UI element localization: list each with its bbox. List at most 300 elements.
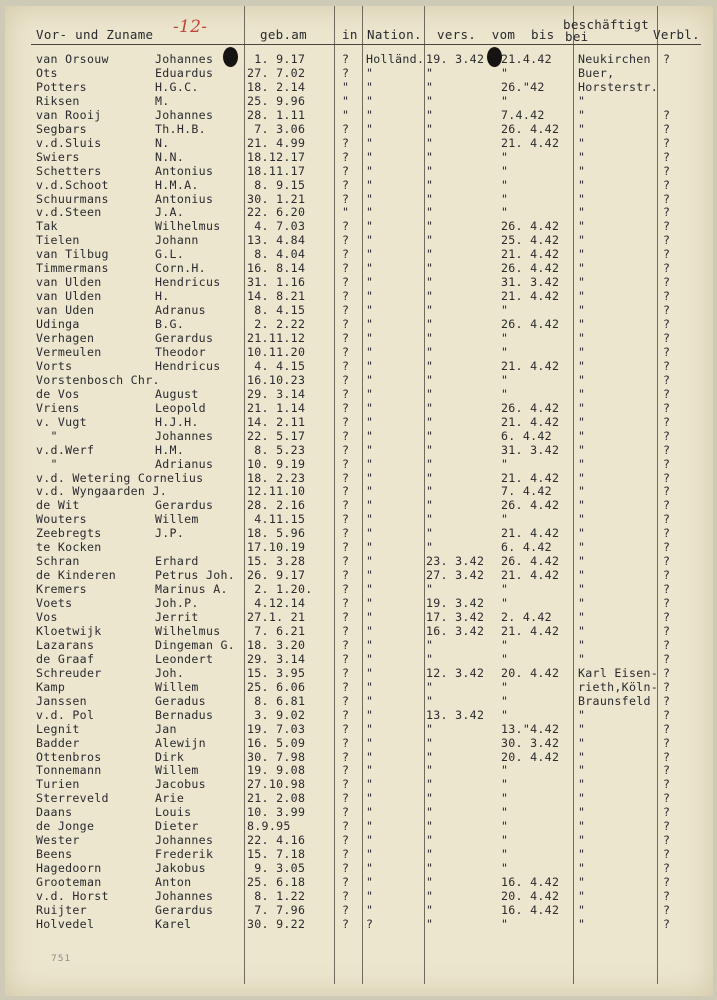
first-name: H.G.C.: [155, 79, 199, 94]
first-name: Antonius: [155, 163, 214, 178]
in-mark: ?: [342, 568, 350, 583]
first-name: Willem: [155, 763, 199, 778]
remained: ?: [663, 191, 671, 206]
birth-date: 18.11.17: [247, 163, 306, 178]
employer: ": [578, 400, 586, 415]
surname: Potters: [36, 79, 87, 94]
surname: Schetters: [36, 163, 102, 178]
first-name: Theodor: [155, 344, 206, 359]
surname: Timmermans: [36, 261, 109, 276]
until-date: 7.4.42: [501, 107, 545, 122]
first-name: Leondert: [155, 651, 214, 666]
sent-from: ": [426, 763, 434, 778]
remained: ?: [663, 861, 671, 876]
sent-from: ": [426, 777, 434, 792]
remained: ?: [663, 344, 671, 359]
first-name: H.J.H.: [155, 414, 199, 429]
in-mark: ?: [342, 163, 350, 178]
until-date: ": [501, 637, 509, 652]
sent-from: ": [426, 93, 434, 108]
sent-from: ": [426, 805, 434, 820]
employer: ": [578, 902, 586, 917]
in-mark: ?: [342, 428, 350, 443]
first-name: Louis: [155, 805, 192, 820]
nationality: ": [366, 484, 374, 499]
birth-date: 2. 2.22: [247, 317, 306, 332]
until-date: 26. 4.42: [501, 219, 560, 234]
birth-date: 19. 7.03: [247, 721, 306, 736]
employer: ": [578, 526, 586, 541]
remained: ?: [663, 289, 671, 304]
in-mark: ?: [342, 512, 350, 527]
in-mark: ?: [342, 442, 350, 457]
birth-date: 27.10.98: [247, 777, 306, 792]
until-date: 26. 4.42: [501, 317, 560, 332]
sent-from: ": [426, 484, 434, 499]
remained: ?: [663, 317, 671, 332]
surname: v.d. Wyngaarden J.: [36, 484, 168, 499]
remained: ?: [663, 400, 671, 415]
employer: ": [578, 289, 586, 304]
nationality: ?: [366, 916, 374, 931]
surname: van Rooij: [36, 107, 102, 122]
remained: ?: [663, 219, 671, 234]
surname: van Ulden: [36, 275, 102, 290]
until-date: ": [501, 456, 509, 471]
until-date: 26. 4.42: [501, 554, 560, 569]
in-mark: ?: [342, 540, 350, 555]
first-name: Corn.H.: [155, 261, 206, 276]
employer: ": [578, 861, 586, 876]
surname: Wester: [36, 833, 80, 848]
surname: Schran: [36, 554, 80, 569]
employer: Horsterstr.: [578, 79, 659, 94]
first-name: Bernadus: [155, 707, 214, 722]
sent-from: ": [426, 749, 434, 764]
birth-date: 26. 9.17: [247, 568, 306, 583]
nationality: ": [366, 637, 374, 652]
birth-date: 14. 8.21: [247, 289, 306, 304]
sent-from: ": [426, 889, 434, 903]
sent-from: ": [426, 679, 434, 694]
first-name: Dirk: [155, 749, 185, 764]
first-name: Johannes: [155, 833, 214, 848]
remained: ?: [663, 526, 671, 541]
nationality: ": [366, 512, 374, 527]
nationality: ": [366, 414, 374, 429]
nationality: ": [366, 847, 374, 862]
first-name: Johannes: [155, 52, 214, 66]
nationality: ": [366, 805, 374, 820]
employer: ": [578, 916, 586, 931]
birth-date: 22. 6.20: [247, 205, 306, 220]
nationality: ": [366, 707, 374, 722]
nationality: ": [366, 344, 374, 359]
employer: ": [578, 93, 586, 108]
first-name: Arie: [155, 791, 185, 806]
employer: ": [578, 303, 586, 318]
surname: ": [36, 428, 58, 443]
column-divider: [657, 6, 658, 984]
in-mark: ?: [342, 777, 350, 792]
nationality: ": [366, 456, 374, 471]
birth-date: 19. 9.08: [247, 763, 306, 778]
nationality: ": [366, 66, 374, 80]
until-date: 7. 4.42: [501, 484, 552, 499]
nationality: ": [366, 317, 374, 332]
until-date: ": [501, 149, 509, 164]
until-date: ": [501, 582, 509, 597]
employer: Braunsfeld: [578, 693, 651, 708]
in-mark: ": [342, 205, 350, 220]
surname: v.d. Pol: [36, 707, 95, 722]
nationality: ": [366, 889, 374, 903]
in-mark: ?: [342, 344, 350, 359]
until-date: ": [501, 205, 509, 220]
surname: v.d.Werf: [36, 442, 95, 457]
remained: ?: [663, 52, 671, 66]
nationality: ": [366, 358, 374, 373]
surname: Vorts: [36, 358, 73, 373]
nationality: ": [366, 205, 374, 220]
sent-from: ": [426, 149, 434, 164]
document-page: [5, 6, 713, 996]
surname: Wouters: [36, 512, 87, 527]
birth-date: 14. 2.11: [247, 414, 306, 429]
in-mark: ?: [342, 526, 350, 541]
sent-from: ": [426, 791, 434, 806]
birth-date: 30. 9.22: [247, 916, 306, 931]
first-name: Anton: [155, 875, 192, 889]
in-mark: ?: [342, 219, 350, 234]
in-mark: ?: [342, 791, 350, 806]
in-mark: ?: [342, 833, 350, 848]
pencil-note: 751: [51, 954, 72, 964]
remained: ?: [663, 637, 671, 652]
header-remained: Verbl.: [653, 27, 700, 42]
header-name: Vor- und Zuname: [36, 27, 154, 42]
surname: de Kinderen: [36, 568, 117, 583]
until-date: 31. 3.42: [501, 275, 560, 290]
birth-date: 27. 7.02: [247, 66, 306, 80]
surname: Beens: [36, 847, 73, 862]
remained: ?: [663, 777, 671, 792]
sent-from: ": [426, 331, 434, 345]
until-date: ": [501, 861, 509, 876]
nationality: ": [366, 763, 374, 778]
first-name: H.M.: [155, 442, 185, 457]
remained: ?: [663, 163, 671, 178]
sent-from: ": [426, 107, 434, 122]
in-mark: ?: [342, 470, 350, 485]
employer: ": [578, 233, 586, 248]
surname: Schreuder: [36, 665, 102, 680]
until-date: ": [501, 372, 509, 387]
until-date: 6. 4.42: [501, 540, 552, 555]
sent-from: ": [426, 135, 434, 150]
surname: Zeebregts: [36, 526, 102, 541]
remained: ?: [663, 386, 671, 401]
sent-from: ": [426, 414, 434, 429]
birth-date: 16. 5.09: [247, 735, 306, 750]
until-date: ": [501, 191, 509, 206]
in-mark: ?: [342, 861, 350, 876]
employer: ": [578, 219, 586, 234]
sent-from: ": [426, 470, 434, 485]
until-date: ": [501, 916, 509, 931]
surname: van Ulden: [36, 289, 102, 304]
sent-from: ": [426, 219, 434, 234]
employer: ": [578, 121, 586, 136]
sent-from: ": [426, 902, 434, 917]
until-date: ": [501, 331, 509, 345]
remained: ?: [663, 303, 671, 318]
column-divider: [362, 6, 363, 984]
employer: ": [578, 470, 586, 485]
until-date: ": [501, 833, 509, 848]
birth-date: 27.1. 21: [247, 610, 306, 624]
first-name: Antonius: [155, 191, 214, 206]
remained: ?: [663, 749, 671, 764]
birth-date: 10.11.20: [247, 344, 306, 359]
until-date: ": [501, 651, 509, 666]
employer: Buer,: [578, 66, 615, 80]
in-mark: ?: [342, 191, 350, 206]
in-mark: ?: [342, 554, 350, 569]
surname: Badder: [36, 735, 80, 750]
employer: ": [578, 149, 586, 164]
in-mark: ?: [342, 916, 350, 931]
birth-date: 28. 2.16: [247, 498, 306, 513]
punch-hole: [223, 47, 238, 67]
nationality: ": [366, 428, 374, 443]
sent-from: ": [426, 275, 434, 290]
nationality: ": [366, 261, 374, 276]
surname: de Graaf: [36, 651, 95, 666]
remained: ?: [663, 596, 671, 610]
birth-date: 18. 3.20: [247, 637, 306, 652]
employer: ": [578, 735, 586, 750]
in-mark: ?: [342, 400, 350, 415]
sent-from: ": [426, 191, 434, 206]
birth-date: 10. 3.99: [247, 805, 306, 820]
nationality: ": [366, 247, 374, 262]
until-date: ": [501, 177, 509, 192]
remained: ?: [663, 233, 671, 248]
birth-date: 22. 4.16: [247, 833, 306, 848]
sent-from: ": [426, 456, 434, 471]
first-name: Leopold: [155, 400, 206, 415]
nationality: ": [366, 875, 374, 889]
remained: ?: [663, 610, 671, 624]
employer: ": [578, 498, 586, 513]
sent-from: ": [426, 540, 434, 555]
until-date: 16. 4.42: [501, 875, 560, 889]
until-date: ": [501, 693, 509, 708]
birth-date: 29. 3.14: [247, 651, 306, 666]
in-mark: ?: [342, 456, 350, 471]
in-mark: ?: [342, 135, 350, 150]
employer: ": [578, 344, 586, 359]
until-date: 26. 4.42: [501, 261, 560, 276]
sent-from: ": [426, 875, 434, 889]
surname: Holvedel: [36, 916, 95, 931]
first-name: Gerardus: [155, 331, 214, 345]
nationality: ": [366, 735, 374, 750]
birth-date: 8. 6.81: [247, 693, 306, 708]
until-date: 26. 4.42: [501, 498, 560, 513]
employer: ": [578, 707, 586, 722]
surname: Vorstenbosch Chr.: [36, 372, 160, 387]
in-mark: ?: [342, 805, 350, 820]
until-date: 30. 3.42: [501, 735, 560, 750]
sent-from: ": [426, 205, 434, 220]
in-mark: ?: [342, 233, 350, 248]
nationality: ": [366, 233, 374, 248]
remained: ?: [663, 275, 671, 290]
birth-date: 16. 8.14: [247, 261, 306, 276]
until-date: 21. 4.42: [501, 526, 560, 541]
employer: ": [578, 442, 586, 457]
sent-from: 12. 3.42: [426, 665, 485, 680]
first-name: J.A.: [155, 205, 185, 220]
remained: ?: [663, 540, 671, 555]
in-mark: ?: [342, 679, 350, 694]
birth-date: 8. 9.15: [247, 177, 306, 192]
until-date: 21. 4.42: [501, 568, 560, 583]
first-name: G.L.: [155, 247, 185, 262]
remained: ?: [663, 833, 671, 848]
first-name: Gerardus: [155, 498, 214, 513]
until-date: ": [501, 93, 509, 108]
sent-from: ": [426, 247, 434, 262]
until-date: 20. 4.42: [501, 889, 560, 903]
remained: ?: [663, 261, 671, 276]
employer: ": [578, 177, 586, 192]
first-name: Willem: [155, 512, 199, 527]
sent-from: ": [426, 735, 434, 750]
first-name: Johannes: [155, 428, 214, 443]
remained: ?: [663, 456, 671, 471]
surname: v.d. Wetering Cornelius: [36, 470, 204, 485]
in-mark: ?: [342, 303, 350, 318]
employer: ": [578, 791, 586, 806]
header-rule: [31, 44, 701, 45]
employer: ": [578, 623, 586, 638]
first-name: Erhard: [155, 554, 199, 569]
birth-date: 18. 2.14: [247, 79, 306, 94]
until-date: 20. 4.42: [501, 665, 560, 680]
remained: ?: [663, 679, 671, 694]
header-birth: geb.am: [260, 27, 307, 42]
employer: ": [578, 540, 586, 555]
until-date: 21. 4.42: [501, 135, 560, 150]
in-mark: ?: [342, 596, 350, 610]
birth-date: 25. 6.18: [247, 875, 306, 889]
birth-date: 28. 1.11: [247, 107, 306, 122]
until-date: ": [501, 163, 509, 178]
in-mark: ?: [342, 358, 350, 373]
birth-date: 30. 7.98: [247, 749, 306, 764]
punch-hole: [487, 47, 502, 67]
sent-from: 23. 3.42: [426, 554, 485, 569]
first-name: Gerardus: [155, 902, 214, 917]
employer: ": [578, 372, 586, 387]
birth-date: 1. 9.17: [247, 52, 306, 66]
remained: ?: [663, 847, 671, 862]
in-mark: ?: [342, 177, 350, 192]
birth-date: 16.10.23: [247, 372, 306, 387]
sent-from: 16. 3.42: [426, 623, 485, 638]
in-mark: ?: [342, 693, 350, 708]
in-mark: ": [342, 107, 350, 122]
birth-date: 21. 4.99: [247, 135, 306, 150]
in-mark: ?: [342, 484, 350, 499]
birth-date: 21.11.12: [247, 331, 306, 345]
first-name: Johann: [155, 233, 199, 248]
first-name: Hendricus: [155, 275, 221, 290]
in-mark: ?: [342, 763, 350, 778]
surname: Vriens: [36, 400, 80, 415]
in-mark: ": [342, 93, 350, 108]
sheet-number: -12-: [173, 17, 208, 37]
sent-from: ": [426, 526, 434, 541]
remained: ?: [663, 205, 671, 220]
surname: Vos: [36, 610, 58, 624]
employer: ": [578, 247, 586, 262]
first-name: Adranus: [155, 303, 206, 318]
nationality: ": [366, 372, 374, 387]
first-name: Alewijn: [155, 735, 206, 750]
employer: ": [578, 191, 586, 206]
first-name: N.: [155, 135, 170, 150]
birth-date: 15. 3.28: [247, 554, 306, 569]
remained: ?: [663, 414, 671, 429]
remained: ?: [663, 819, 671, 834]
surname: de Vos: [36, 386, 80, 401]
until-date: ": [501, 819, 509, 834]
first-name: Joh.: [155, 665, 185, 680]
header-until: bis: [531, 27, 555, 42]
employer: ": [578, 568, 586, 583]
sent-from: ": [426, 79, 434, 94]
column-divider: [244, 6, 245, 984]
surname: Udinga: [36, 317, 80, 332]
remained: ?: [663, 331, 671, 345]
first-name: August: [155, 386, 199, 401]
nationality: ": [366, 191, 374, 206]
in-mark: ?: [342, 247, 350, 262]
employer: ": [578, 721, 586, 736]
until-date: 21. 4.42: [501, 623, 560, 638]
in-mark: ?: [342, 149, 350, 164]
nationality: ": [366, 303, 374, 318]
until-date: ": [501, 791, 509, 806]
first-name: Geradus: [155, 693, 206, 708]
surname: v. Vugt: [36, 414, 87, 429]
employer: ": [578, 875, 586, 889]
nationality: ": [366, 610, 374, 624]
nationality: ": [366, 568, 374, 583]
in-mark: ?: [342, 902, 350, 917]
sent-from: ": [426, 372, 434, 387]
first-name: Petrus Joh.: [155, 568, 236, 583]
until-date: ": [501, 847, 509, 862]
first-name: Th.H.B.: [155, 121, 206, 136]
employer: ": [578, 163, 586, 178]
surname: Swiers: [36, 149, 80, 164]
employer: ": [578, 805, 586, 820]
